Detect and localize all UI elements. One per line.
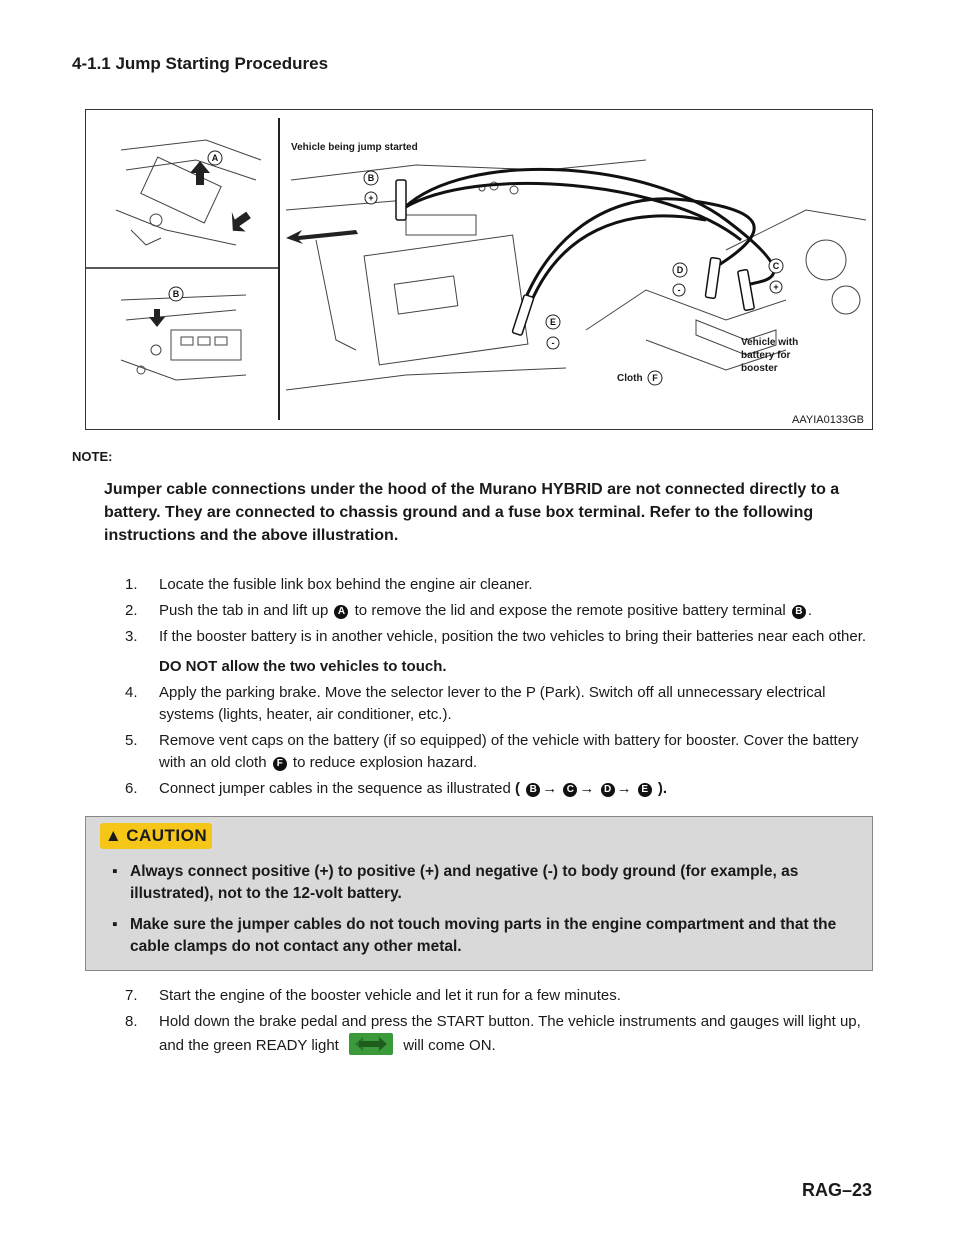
booster-label: Vehicle with battery for booster xyxy=(741,337,799,374)
figure-title: Vehicle being jump started xyxy=(291,142,418,153)
sign-e: - xyxy=(551,338,555,348)
callout-ref-b: B xyxy=(792,605,806,619)
step-4: 4. Apply the parking brake. Move the selector lever to the P (Park). Switch off all unnecessary electrical systems (lights, heater, air conditioner, etc.). xyxy=(125,684,826,723)
callout-e: E xyxy=(549,317,557,327)
illustration-drawing xyxy=(86,110,874,431)
sign-d: - xyxy=(677,285,681,295)
figure-code: AAYIA0133GB xyxy=(792,414,864,426)
up-arrow-icon xyxy=(190,161,210,185)
callout-ref-a: A xyxy=(334,605,348,619)
pointer-arrow-icon xyxy=(286,230,358,244)
caution-box xyxy=(85,816,873,971)
cloth-label: Cloth xyxy=(617,373,643,384)
step-2: 2. Push the tab in and lift up A to remove the lid and expose the remote positive battery terminal B . xyxy=(125,602,813,619)
jump-start-illustration xyxy=(85,109,873,430)
sign-b: + xyxy=(368,193,374,203)
step-5: 5. Remove vent caps on the battery (if so equipped) of the vehicle with battery for booster. Cover the battery with an old cloth F to reduce explosion hazard. xyxy=(125,732,859,771)
callout-ref-f: F xyxy=(273,757,287,771)
callout-b-inset: B xyxy=(172,289,180,299)
note-label: NOTE: xyxy=(72,449,113,464)
section-title: 4-1.1 Jump Starting Procedures xyxy=(72,54,329,73)
callout-d: D xyxy=(676,265,684,275)
ready-light-icon xyxy=(349,1033,393,1055)
callout-f: F xyxy=(652,373,658,383)
callout-b: B xyxy=(367,173,375,183)
step-3-warning: DO NOT allow the two vehicles to touch. xyxy=(159,658,447,675)
callout-c: C xyxy=(772,261,780,271)
sign-c: + xyxy=(773,282,779,292)
steps-list-1 xyxy=(125,574,875,804)
caution-badge: ▲ CAUTION xyxy=(100,823,212,849)
steps-list-2 xyxy=(125,985,875,1061)
step-3: 3. If the booster battery is in another vehicle, position the two vehicles to bring their batteries near each other. DO NOT allow the two vehicles to touch. xyxy=(125,626,875,678)
callout-a: A xyxy=(211,153,219,163)
caution-item: ▪ Always connect positive (+) to positive (+) and negative (-) to body ground (for example, as illustrated), not to the 12-volt battery. xyxy=(112,863,799,902)
step-8: 8. Hold down the brake pedal and press the START button. The vehicle instruments and gauges will light up, and the green READY light will come ON. xyxy=(125,1013,861,1054)
page-number: RAG–23 xyxy=(801,1180,872,1200)
step-1: 1. Locate the fusible link box behind the engine air cleaner. xyxy=(125,576,533,593)
down-arrow-icon xyxy=(149,309,165,327)
caution-list xyxy=(112,861,862,967)
note-text: Jumper cable connections under the hood of the Murano HYBRID are not connected directly to a battery. They are connected to chassis ground and a fuse box terminal. Refer to the following instructions and the above illustration. xyxy=(104,481,840,544)
warning-icon: ▲ xyxy=(104,826,123,845)
step-7: 7. Start the engine of the booster vehicle and let it run for a few minutes. xyxy=(125,987,621,1004)
push-arrow-icon xyxy=(224,205,256,237)
step-6: 6. Connect jumper cables in the sequence as illustrated ( B → C → D → E ). xyxy=(125,780,668,797)
caution-item: ▪ Make sure the jumper cables do not touch moving parts in the engine compartment and that the cable clamps do not contact any other metal. xyxy=(112,916,837,955)
